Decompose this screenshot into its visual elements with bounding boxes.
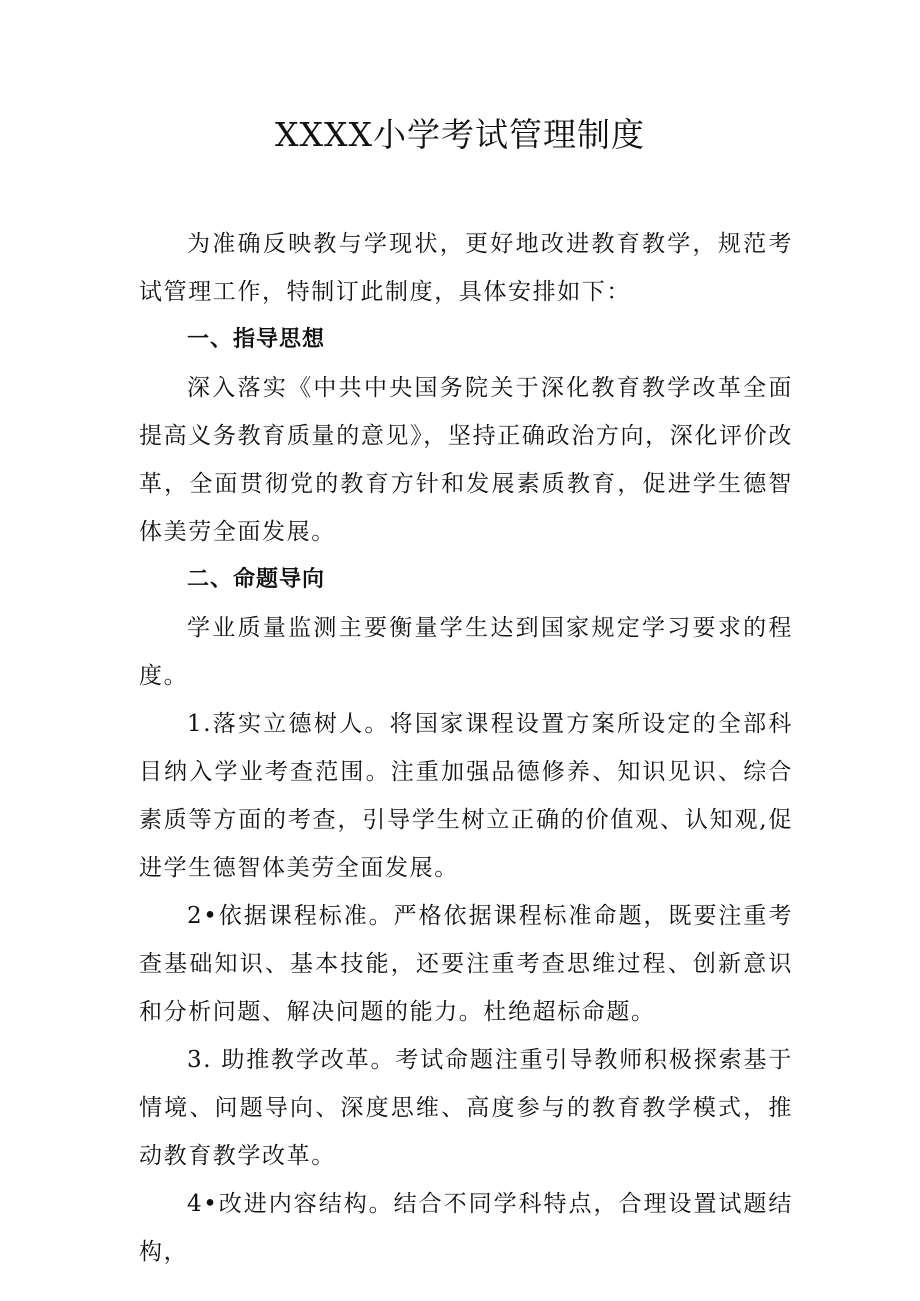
- section-heading-guiding-ideology: 一、指导思想: [187, 327, 326, 352]
- list-item: 1.落实立德树人。将国家课程设置方案所设定的全部科目纳入学业考查范围。注重加强品德修养、知识见识、综合素质等方面的考查，引导学生树立正确的价值观、认知观,促进学生德智体美劳全面发展。: [139, 711, 793, 881]
- section-heading-proposition-orientation: 二、命题导向: [187, 567, 326, 592]
- document-body: [139, 220, 793, 1276]
- intro-paragraph: 为准确反映教与学现状，更好地改进教育教学，规范考试管理工作，特制订此制度，具体安排如下：: [139, 231, 793, 305]
- list-item: 4•改进内容结构。结合不同学科特点，合理设置试题结构，: [139, 1191, 793, 1265]
- document-title: XXXX小学考试管理制度: [275, 115, 645, 154]
- section-lead-paragraph: 学业质量监测主要衡量学生达到国家规定学习要求的程度。: [139, 615, 793, 689]
- section-paragraph-guiding-ideology: 深入落实《中共中央国务院关于深化教育教学改革全面提高义务教育质量的意见》，坚持正确政治方向，深化评价改革，全面贯彻党的教育方针和发展素质教育，促进学生德智体美劳全面发展。: [139, 375, 793, 545]
- list-item: 3. 助推教学改革。考试命题注重引导教师积极探索基于情境、问题导向、深度思维、高度参与的教育教学模式，推动教育教学改革。: [139, 1047, 793, 1169]
- list-item: 2•依据课程标准。严格依据课程标准命题，既要注重考查基础知识、基本技能，还要注重考查思维过程、创新意识和分析问题、解决问题的能力。杜绝超标命题。: [139, 903, 793, 1025]
